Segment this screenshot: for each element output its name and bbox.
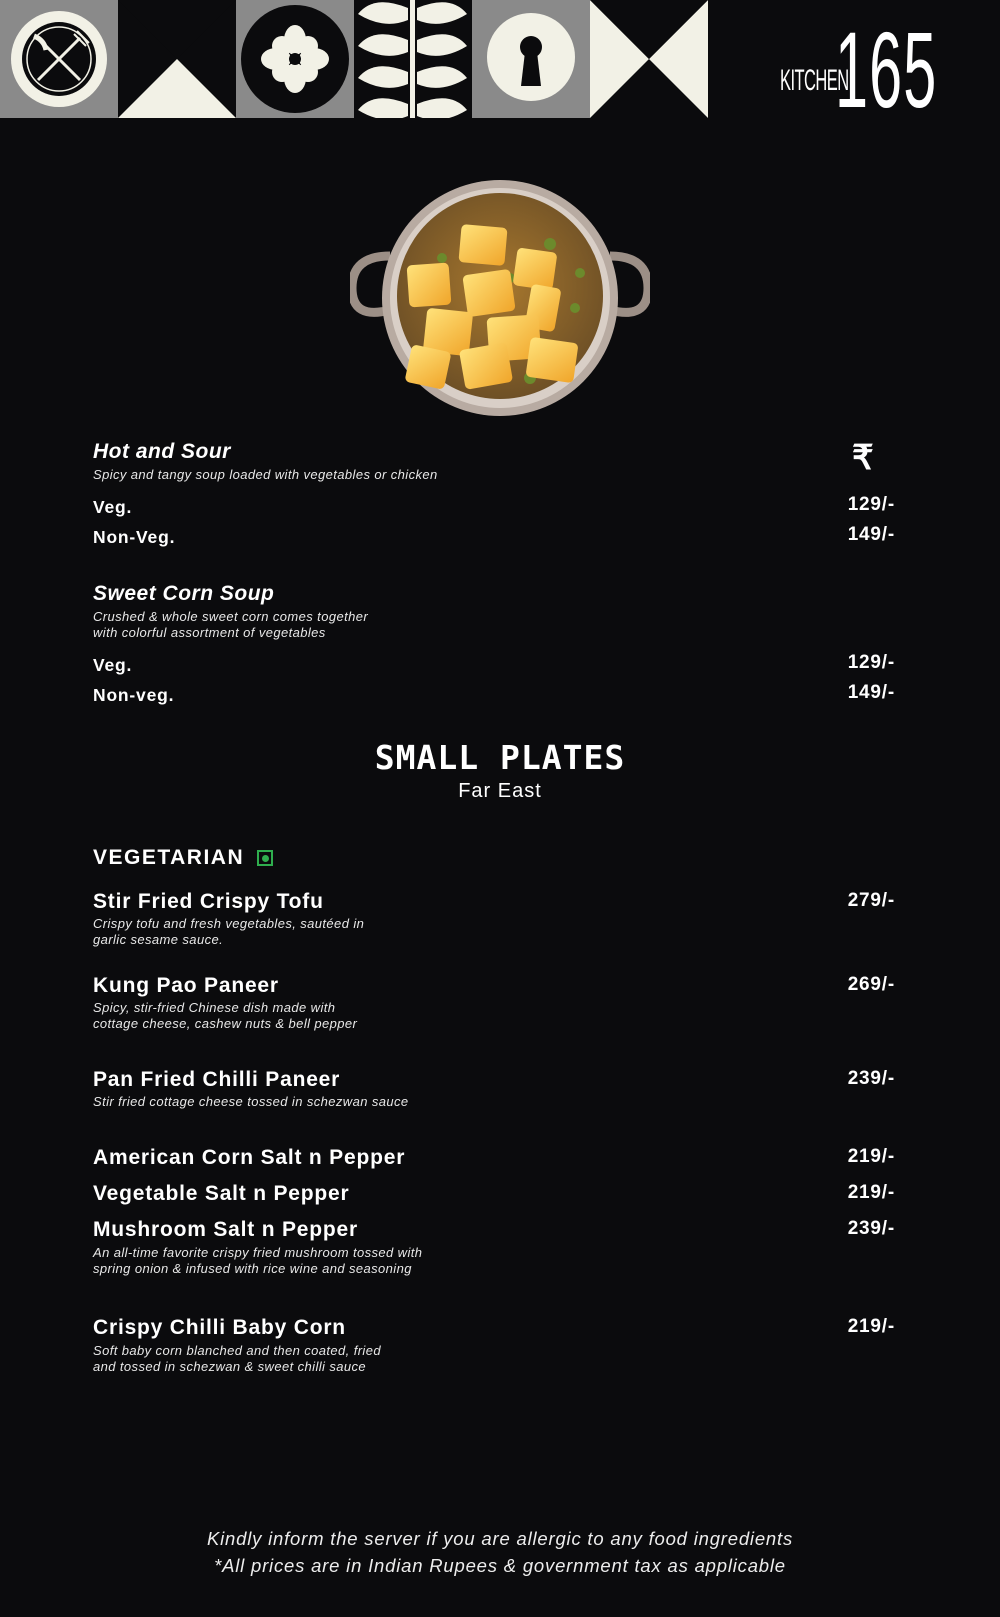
menu-item-description: cottage cheese, cashew nuts & bell pepper (93, 1016, 358, 1031)
allergy-note: Kindly inform the server if you are allergic to any food ingredients (206, 1528, 794, 1549)
menu-item-description: Crispy tofu and fresh vegetables, sautéed in (93, 916, 365, 931)
menu-item-price: 219/- (847, 1316, 895, 1337)
variant-label: Non-Veg. (93, 527, 176, 547)
leaf-branch-icon (354, 0, 472, 118)
menu-item-description: Stir fried cottage cheese tossed in schezwan sauce (93, 1094, 409, 1109)
menu-item-description: An all-time favorite crispy fried mushroom tossed with (93, 1245, 423, 1260)
menu-item-name: Mushroom Salt n Pepper (93, 1218, 358, 1241)
soup-title: Sweet Corn Soup (93, 582, 275, 605)
menu-item-price: 269/- (847, 974, 895, 995)
menu-item-name: Kung Pao Paneer (93, 974, 279, 997)
tax-note: *All prices are in Indian Rupees & government tax as applicable (214, 1555, 786, 1576)
menu-item-price: 239/- (847, 1068, 895, 1089)
header-banner (0, 0, 1000, 130)
soup-description: Spicy and tangy soup loaded with vegetables or chicken (93, 467, 438, 482)
category-heading: VEGETARIAN (93, 846, 245, 869)
variant-price: 129/- (847, 652, 895, 673)
veg-symbol-icon (257, 850, 273, 866)
variant-label: Veg. (93, 497, 133, 517)
menu-item-description: and tossed in schezwan & sweet chilli sauce (93, 1359, 367, 1374)
menu-item-description: garlic sesame sauce. (93, 932, 224, 947)
keyhole-icon (472, 0, 590, 118)
brand-logo (780, 6, 1000, 130)
menu-item-name: American Corn Salt n Pepper (93, 1146, 406, 1169)
variant-price: 149/- (847, 682, 895, 703)
fork-knife-icon (0, 0, 118, 118)
variant-price: 129/- (847, 494, 895, 515)
menu-item-name: Stir Fried Crispy Tofu (93, 890, 324, 913)
soup-title: Hot and Sour (93, 440, 231, 463)
hourglass-pattern-2 (590, 0, 708, 118)
menu-item-description: spring onion & infused with rice wine and seasoning (93, 1261, 412, 1276)
menu-item-price: 219/- (847, 1146, 895, 1167)
brand-kitchen-text: KITCHEN (780, 64, 849, 97)
section-subtitle: Far East (458, 780, 542, 802)
variant-label: Veg. (93, 655, 133, 675)
menu-item-description: Soft baby corn blanched and then coated, fried (93, 1343, 381, 1358)
variant-price: 149/- (847, 524, 895, 545)
variant-label: Non-veg. (93, 685, 175, 705)
menu-item-name: Vegetable Salt n Pepper (93, 1182, 350, 1205)
menu-item-price: 239/- (847, 1218, 895, 1239)
menu-item-name: Pan Fried Chilli Paneer (93, 1068, 341, 1091)
menu-item-name: Crispy Chilli Baby Corn (93, 1316, 346, 1339)
rupee-symbol: ₹ (852, 439, 874, 477)
menu-item-price: 279/- (847, 890, 895, 911)
brand-number: 165 (835, 9, 938, 130)
menu-item-description: Spicy, stir-fried Chinese dish made with (93, 1000, 336, 1015)
menu-item-price: 219/- (847, 1182, 895, 1203)
hourglass-pattern (118, 0, 236, 118)
section-title: SMALL PLATES (374, 738, 626, 777)
soup-description: with colorful assortment of vegetables (93, 625, 326, 640)
soup-description: Crushed & whole sweet corn comes together (93, 609, 369, 624)
curry-bowl-illustration (350, 178, 650, 423)
flower-icon (236, 0, 354, 118)
